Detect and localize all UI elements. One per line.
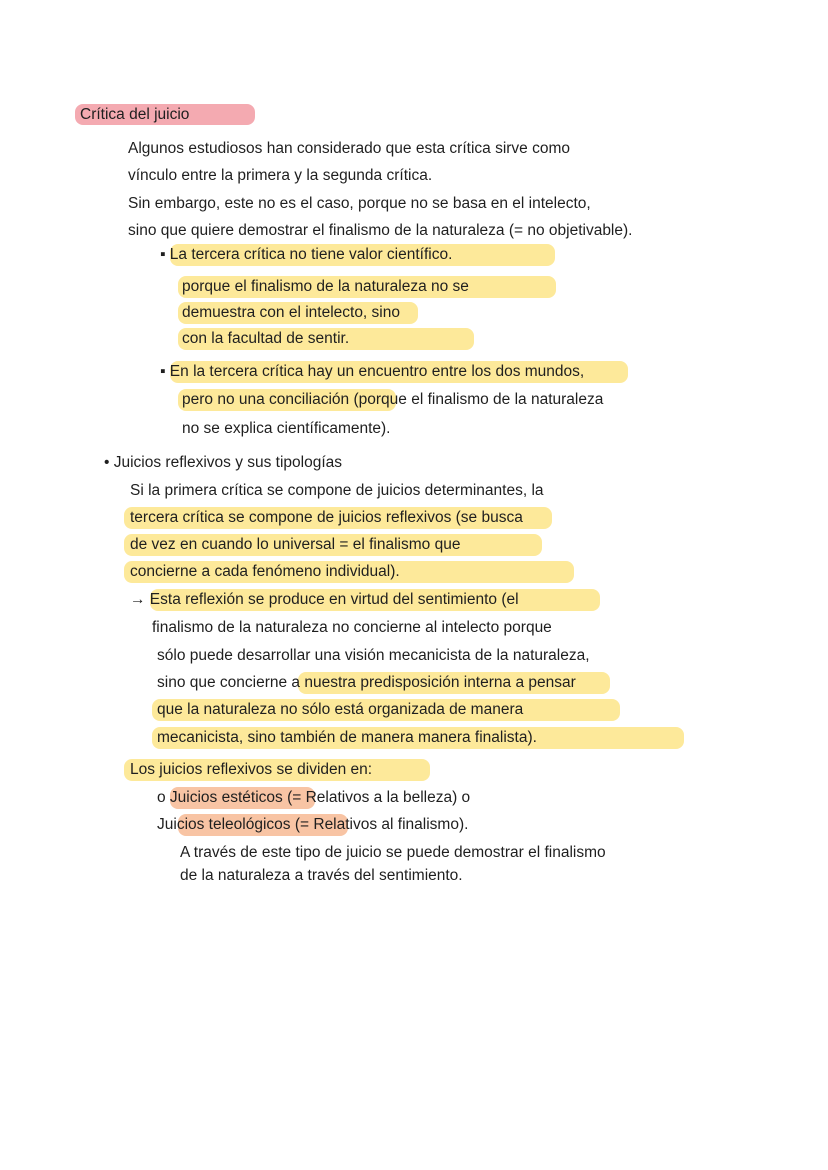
arrow-line: que la naturaleza no sólo está organizada de manera — [157, 701, 524, 718]
body-line: tercera crítica se compone de juicios reflexivos (se busca — [130, 509, 523, 526]
bullet-line: ▪ La tercera crítica no tiene valor científico. — [160, 246, 453, 263]
bullet-line: no se explica científicamente). — [182, 420, 391, 437]
bullet-line: pero no una conciliación (porque el finalismo de la naturaleza — [182, 391, 604, 408]
intro-line: Algunos estudiosos han considerado que esta crítica sirve como — [128, 140, 570, 157]
bullet-line: porque el finalismo de la naturaleza no se — [182, 278, 469, 295]
body-line: Si la primera crítica se compone de juicios determinantes, la — [130, 482, 544, 499]
final-line: de la naturaleza a través del sentimiento. — [180, 867, 463, 884]
body-line: concierne a cada fenómeno individual). — [130, 563, 400, 580]
arrow-line: mecanicista, sino también de manera manera finalista). — [157, 729, 537, 746]
intro-line: Sin embargo, este no es el caso, porque no se basa en el intelecto, — [128, 195, 591, 212]
arrow-line: sino que concierne a nuestra predisposición interna a pensar — [157, 674, 576, 691]
section-title: Crítica del juicio — [80, 106, 190, 123]
section-heading: • Juicios reflexivos y sus tipologías — [104, 454, 343, 471]
final-line: A través de este tipo de juicio se puede demostrar el finalismo — [180, 844, 606, 861]
arrow-line: finalismo de la naturaleza no concierne al intelecto porque — [152, 619, 552, 636]
type-line: o Juicios estéticos (= Relativos a la belleza) o — [157, 789, 471, 806]
intro-line: vínculo entre la primera y la segunda crítica. — [128, 167, 433, 184]
intro-line: sino que quiere demostrar el finalismo de la naturaleza (= no objetivable). — [128, 222, 633, 239]
arrow-line: sólo puede desarrollar una visión mecanicista de la naturaleza, — [157, 647, 590, 664]
bullet-line: con la facultad de sentir. — [182, 330, 350, 347]
type-line: Juicios teleológicos (= Relativos al finalismo). — [157, 816, 469, 833]
bullet-line: demuestra con el intelecto, sino — [182, 304, 400, 321]
divide-line: Los juicios reflexivos se dividen en: — [130, 761, 373, 778]
bullet-line: ▪ En la tercera crítica hay un encuentro entre los dos mundos, — [160, 363, 585, 380]
arrow-line: → Esta reflexión se produce en virtud del sentimiento (el — [130, 591, 519, 608]
body-line: de vez en cuando lo universal = el finalismo que — [130, 536, 461, 553]
